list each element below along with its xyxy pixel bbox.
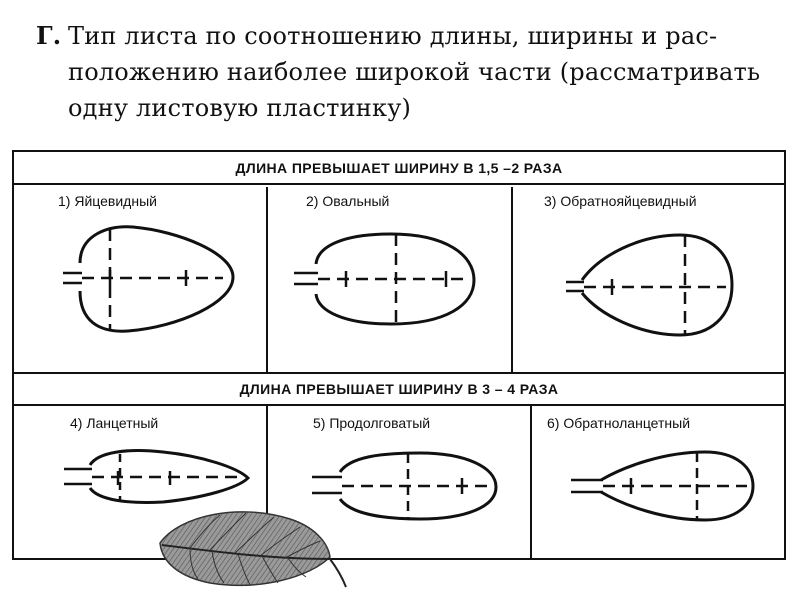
column-divider [530,406,532,558]
oval-leaf-diagram [286,220,486,340]
label-oval: 2) Овальный [306,193,390,209]
oblanceolate-leaf-diagram [565,440,765,530]
heading-line-1: Тип листа по соотношению длины, ширины и рас- [68,22,718,50]
label-ovate: 1) Яйцевидный [58,193,157,209]
obovate-leaf-diagram [560,225,740,345]
column-divider [511,187,513,372]
label-obovate: 3) Обратнояйцевидный [544,193,697,209]
question-heading [36,18,788,126]
label-lanceolate: 4) Ланцетный [70,415,159,431]
heading-line-2: положению наиболее широкой части (рассматривать [68,58,761,86]
heading-line-3: одну листовую пластинку) [68,94,412,122]
label-oblong: 5) Продолговатый [313,415,431,431]
column-divider [266,187,268,372]
question-marker: Г. [36,21,62,50]
section-2-title: ДЛИНА ПРЕВЫШАЕТ ШИРИНУ В 3 – 4 РАЗА [12,372,786,406]
lanceolate-leaf-diagram [58,440,258,510]
label-oblanceolate: 6) Обратноланцетный [547,415,691,431]
ovate-leaf-diagram [58,215,248,345]
section-1-title: ДЛИНА ПРЕВЫШАЕТ ШИРИНУ В 1,5 –2 РАЗА [12,153,786,185]
leaf-photo-illustration [150,505,350,595]
